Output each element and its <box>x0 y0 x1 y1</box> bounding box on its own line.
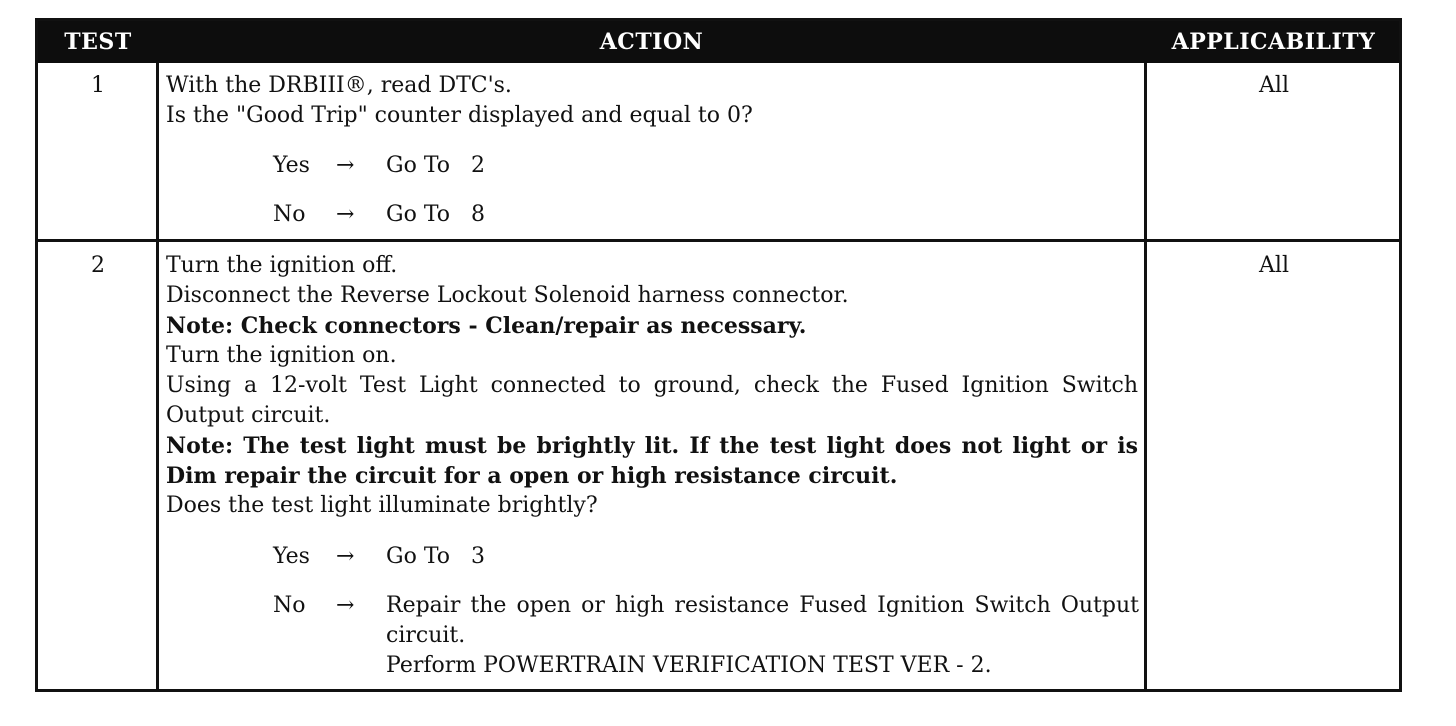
row-divider <box>38 239 1399 242</box>
table-header <box>38 21 1399 63</box>
result-line: Repair the open or high resistance Fused Ignition Switch Output <box>386 593 1139 618</box>
note-line: Note: The test light must be brightly lit. If the test light does not light or is <box>166 433 1138 459</box>
branch-label: Yes <box>273 153 310 178</box>
note-line: Note: Check connectors - Clean/repair as necessary. <box>166 313 807 339</box>
test-number: 2 <box>91 253 105 278</box>
column-divider <box>156 63 159 689</box>
branch-label: No <box>273 593 306 618</box>
branch-label: No <box>273 202 306 227</box>
arrow-right-icon: → <box>336 544 355 569</box>
branch-label: Yes <box>273 544 310 569</box>
branch-result <box>386 591 1139 681</box>
branch-result: Go To 8 <box>386 202 485 227</box>
action-line: Turn the ignition on. <box>166 343 397 368</box>
action-text <box>166 71 753 131</box>
column-divider <box>1144 63 1147 689</box>
action-text <box>166 251 1138 521</box>
action-line: Does the test light illuminate brightly? <box>166 493 598 518</box>
arrow-right-icon: → <box>336 153 355 178</box>
diagnostic-test-table <box>35 18 1402 692</box>
header-action: ACTION <box>599 29 704 55</box>
test-number: 1 <box>91 73 105 98</box>
applicability-value: All <box>1259 73 1289 98</box>
action-line: Turn the ignition off. <box>166 253 398 278</box>
header-applicability: APPLICABILITY <box>1171 29 1376 55</box>
result-line: circuit. <box>386 623 466 648</box>
action-line: Output circuit. <box>166 403 331 428</box>
action-line: Using a 12-volt Test Light connected to ground, check the Fused Ignition Switch <box>166 373 1138 398</box>
note-line: Dim repair the circuit for a open or high resistance circuit. <box>166 463 898 489</box>
arrow-right-icon: → <box>336 593 355 618</box>
branch-result: Go To 2 <box>386 153 485 178</box>
action-line: Disconnect the Reverse Lockout Solenoid harness connector. <box>166 283 849 308</box>
branch-result: Go To 3 <box>386 544 485 569</box>
action-line: With the DRBIII®, read DTC's. <box>166 73 512 98</box>
action-line: Is the "Good Trip" counter displayed and equal to 0? <box>166 103 753 128</box>
applicability-value: All <box>1259 253 1289 278</box>
result-line: Perform POWERTRAIN VERIFICATION TEST VER - 2. <box>386 653 992 678</box>
arrow-right-icon: → <box>336 202 355 227</box>
header-test: TEST <box>64 29 132 55</box>
